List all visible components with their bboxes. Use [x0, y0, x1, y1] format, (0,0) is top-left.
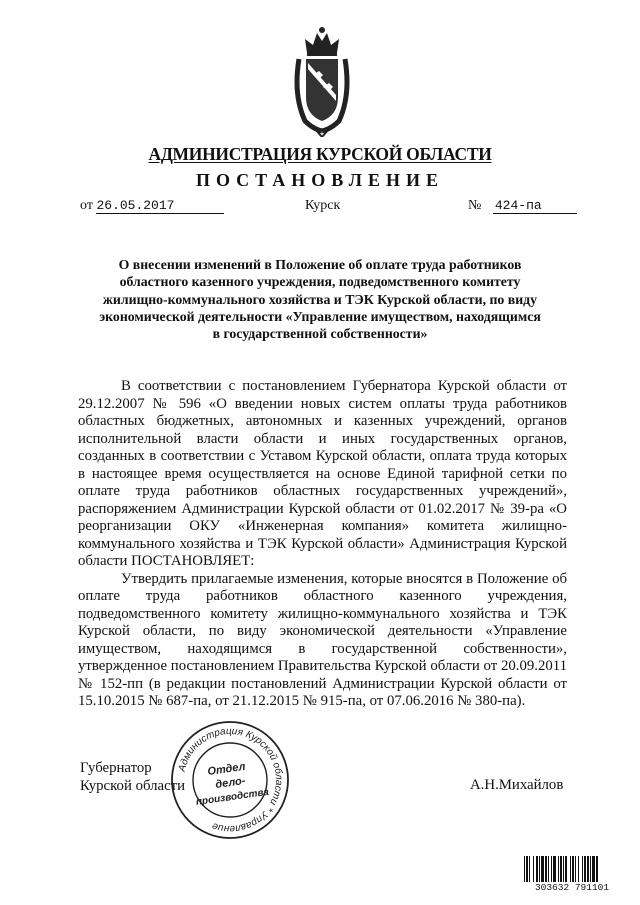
barcode-number: 303632 791101	[523, 882, 621, 894]
date-line	[80, 198, 224, 214]
barcode-bar	[563, 856, 564, 883]
barcode-bar	[553, 856, 556, 883]
barcode-bar	[575, 856, 576, 883]
date-value: 26.05.2017	[96, 198, 224, 214]
date-prefix: от	[80, 198, 93, 213]
number-value: 424-па	[493, 198, 577, 214]
barcode-bar	[584, 856, 586, 883]
barcode-bar	[560, 856, 562, 883]
coat-of-arms-emblem	[293, 25, 351, 137]
barcode-bar	[582, 856, 583, 883]
heading-line: в государственной собственности»	[212, 326, 428, 342]
barcode-bar	[539, 856, 540, 883]
heading-line: жилищно-коммунального хозяйства и ТЭК Курской области, по виду	[102, 291, 538, 307]
stamp-center-line: Отдел	[206, 760, 247, 778]
barcode-bar	[590, 856, 591, 883]
document-type: ПОСТАНОВЛЕНИЕ	[195, 170, 445, 190]
city-label: Курск	[305, 198, 341, 213]
stamp-center-line: дело-	[214, 774, 247, 792]
barcode-bar	[529, 856, 530, 883]
signatory-name: А.Н.Михайлов	[470, 777, 564, 793]
document-body	[78, 378, 567, 711]
official-stamp	[168, 718, 292, 842]
barcode-bar	[578, 856, 579, 883]
barcode-bar	[565, 856, 567, 883]
barcode-bar	[572, 856, 574, 883]
heading-line: областного казенного учреждения, подведомственного комитету	[119, 274, 521, 290]
barcode-bar	[548, 856, 549, 883]
barcode-bar	[524, 856, 525, 883]
barcode-bar	[570, 856, 571, 883]
barcode-bar	[558, 856, 559, 883]
number-line	[468, 198, 577, 214]
barcode-bar	[551, 856, 552, 883]
barcode-bar	[592, 856, 595, 883]
heading-line: О внесении изменений в Положение об оплате труда работников	[118, 257, 522, 272]
body-paragraph: В соответствии с постановлением Губернатора Курской области от 29.12.2007 № 596 «О введении новых систем оплаты труда работников областных бюджетных, автономных и казенных учреждений, органов исполнительной власти области и иных государственных органов, созданных в соответствии с Уставом Курской области, оплата труда которых в настоящее время осуществляется на основе Единой тарифной сетки по оплате труда работников областных государственных учреждений», распоряжением Администрации Курской области от 01.02.2017 № 39-ра «О реорганизации ОКУ «Инженерная компания» комитета жилищно-коммунального хозяйства и ТЭК Курской области» Администрация Курской области ПОСТАНОВЛЯЕТ:	[78, 378, 567, 569]
barcode-bar	[596, 856, 598, 883]
heading-line: экономической деятельности «Управление имуществом, находящимся	[99, 308, 541, 324]
stamp-ring-text: Администрация Курской области * Управление	[176, 725, 285, 835]
number-prefix: №	[468, 198, 482, 213]
barcode-bar	[526, 856, 528, 883]
barcode-bar	[533, 856, 534, 883]
barcode-bar	[541, 856, 544, 883]
barcode-bar	[545, 856, 547, 883]
document-heading	[70, 256, 570, 342]
stamp-center-line: производства	[195, 786, 270, 808]
organization-title: АДМИНИСТРАЦИЯ КУРСКОЙ ОБЛАСТИ	[148, 144, 492, 164]
barcode-bar	[536, 856, 538, 883]
position-line: Губернатор	[80, 760, 152, 776]
barcode-bar	[587, 856, 589, 883]
body-paragraph: Утвердить прилагаемые изменения, которые вносятся в Положение об оплате труда работников областного казенного учреждения, подведомственного комитету жилищно-коммунального хозяйства и ТЭК Курской области, по виду экономической деятельности «Управление имуществом, находящимся в государственной собственности», утвержденное постановлением Правительства Курской области от 20.09.2011 № 152-пп (в редакции постановлений Администрации Курской области от 15.10.2015 № 687-па, от 21.12.2015 № 915-па, от 07.06.2016 № 380-па).	[78, 570, 567, 709]
position-line: Курской области	[80, 777, 186, 794]
